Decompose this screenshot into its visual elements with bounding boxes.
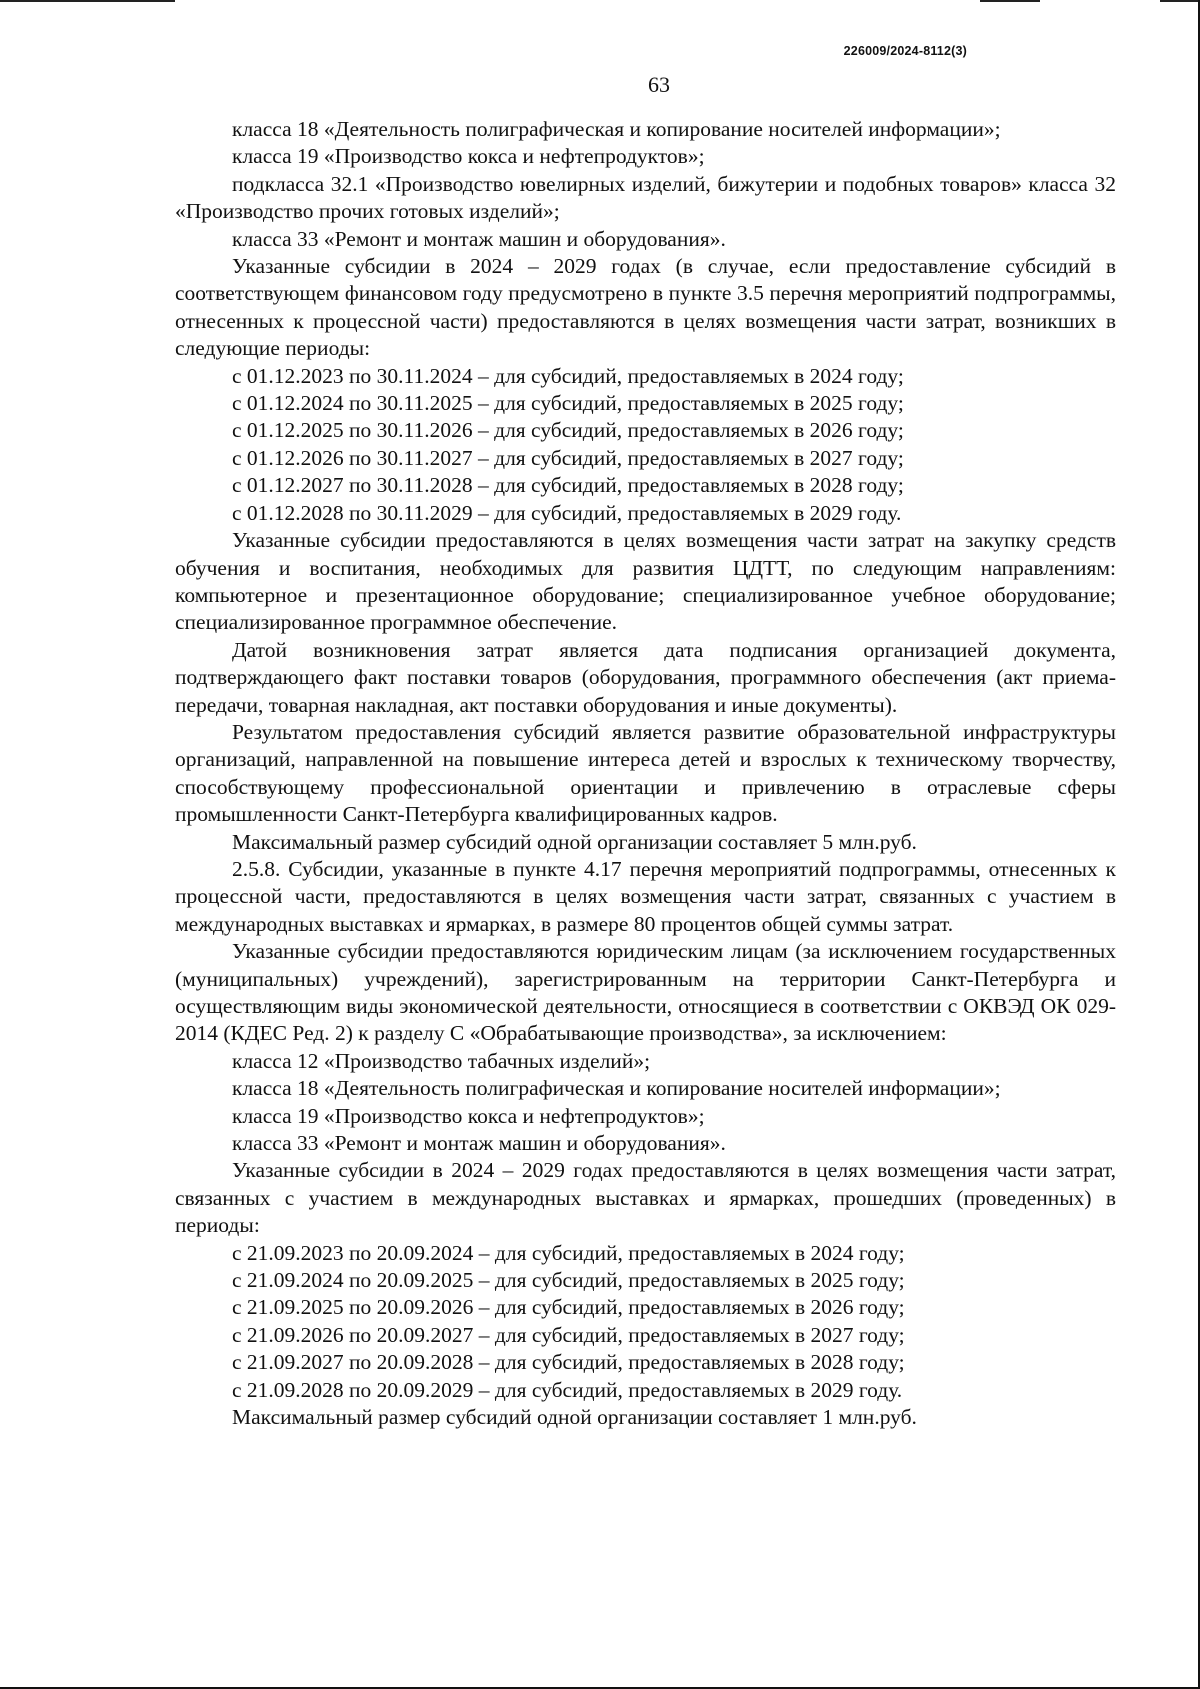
paragraph: Максимальный размер субсидий одной организации составляет 1 млн.руб. bbox=[232, 1405, 917, 1430]
period-item: с 01.12.2025 по 30.11.2026 – для субсидий, предоставляемых в 2026 году; bbox=[232, 418, 904, 443]
period-item: с 21.09.2023 по 20.09.2024 – для субсидий, предоставляемых в 2024 году; bbox=[232, 1240, 905, 1265]
paragraph: класса 12 «Производство табачных изделий»; bbox=[232, 1048, 651, 1073]
document-body bbox=[175, 116, 1116, 1432]
paragraph: Датой возникновения затрат является дата подписания организацией документа, подтверждающего факт поставки товаров (оборудования, программного обеспечения (акт приема-передачи, товарная накладная, акт поставки оборудования и иные документы). bbox=[175, 637, 1116, 717]
period-item: с 01.12.2023 по 30.11.2024 – для субсидий, предоставляемых в 2024 году; bbox=[232, 363, 904, 388]
period-item: с 21.09.2024 по 20.09.2025 – для субсидий, предоставляемых в 2025 году; bbox=[232, 1268, 905, 1293]
period-item: с 21.09.2027 по 20.09.2028 – для субсидий, предоставляемых в 2028 году; bbox=[232, 1350, 905, 1375]
period-item: с 21.09.2028 по 20.09.2029 – для субсидий, предоставляемых в 2029 году. bbox=[232, 1377, 903, 1402]
paragraph: класса 33 «Ремонт и монтаж машин и оборудования». bbox=[232, 226, 726, 251]
period-item: с 01.12.2026 по 30.11.2027 – для субсидий, предоставляемых в 2027 году; bbox=[232, 445, 904, 470]
paragraph: класса 19 «Производство кокса и нефтепродуктов»; bbox=[232, 144, 705, 169]
paragraph: Указанные субсидии предоставляются юридическим лицам (за исключением государственных (муниципальных) учреждений), зарегистрированным на территории Санкт-Петербурга и осуществляющим виды экономической деятельности, относящиеся в соответствии с ОКВЭД ОК 029-2014 (КДЕС Ред. 2) к разделу С «Обрабатывающие производства», за исключением: bbox=[175, 939, 1116, 1046]
paragraph: Указанные субсидии в 2024 – 2029 годах (в случае, если предоставление субсидий в соответствующем финансовом году предусмотрено в пункте 3.5 перечня мероприятий подпрограммы, отнесенных к процессной части) предоставляются в целях возмещения части затрат, возникших в следующие периоды: bbox=[175, 254, 1116, 361]
paragraph: Указанные субсидии предоставляются в целях возмещения части затрат на закупку средств обучения и воспитания, необходимых для развития ЦДТТ, по следующим направлениям: компьютерное и презентационное оборудование; специализированное учебное оборудование; специализированное программное обеспечение. bbox=[175, 528, 1116, 635]
paragraph: Указанные субсидии в 2024 – 2029 годах предоставляются в целях возмещения части затрат, связанных с участием в международных выставках и ярмарках, прошедших (проведенных) в периоды: bbox=[175, 1158, 1116, 1238]
paragraph: Максимальный размер субсидий одной организации составляет 5 млн.руб. bbox=[232, 829, 917, 854]
paragraph: класса 33 «Ремонт и монтаж машин и оборудования». bbox=[232, 1131, 726, 1156]
paragraph: класса 18 «Деятельность полиграфическая и копирование носителей информации»; bbox=[232, 1076, 1001, 1101]
paragraph: подкласса 32.1 «Производство ювелирных изделий, бижутерии и подобных товаров» класса 32 «Производство прочих готовых изделий»; bbox=[175, 171, 1116, 224]
period-item: с 01.12.2027 по 30.11.2028 – для субсидий, предоставляемых в 2028 году; bbox=[232, 473, 904, 498]
paragraph: 2.5.8. Субсидии, указанные в пункте 4.17 перечня мероприятий подпрограммы, отнесенных к процессной части, предоставляются в целях возмещения части затрат, связанных с участием в международных выставках и ярмарках, в размере 80 процентов общей суммы затрат. bbox=[175, 856, 1116, 936]
period-item: с 21.09.2026 по 20.09.2027 – для субсидий, предоставляемых в 2027 году; bbox=[232, 1322, 905, 1347]
period-item: с 21.09.2025 по 20.09.2026 – для субсидий, предоставляемых в 2026 году; bbox=[232, 1295, 905, 1320]
period-item: с 01.12.2028 по 30.11.2029 – для субсидий, предоставляемых в 2029 году. bbox=[232, 500, 902, 525]
paragraph: класса 18 «Деятельность полиграфическая и копирование носителей информации»; bbox=[232, 117, 1001, 141]
document-code: 226009/2024-8112(3) bbox=[843, 44, 967, 58]
page-number: 63 bbox=[648, 72, 670, 97]
paragraph: Результатом предоставления субсидий является развитие образовательной инфраструктуры организаций, направленной на повышение интереса детей и взрослых к техническому творчеству, способствующему профессиональной ориентации и привлечению в отраслевые сферы промышленности Санкт-Петербурга квалифицированных кадров. bbox=[175, 719, 1116, 827]
paragraph: класса 19 «Производство кокса и нефтепродуктов»; bbox=[232, 1103, 705, 1128]
period-item: с 01.12.2024 по 30.11.2025 – для субсидий, предоставляемых в 2025 году; bbox=[232, 391, 904, 416]
scan-edge-top bbox=[0, 0, 1200, 2]
